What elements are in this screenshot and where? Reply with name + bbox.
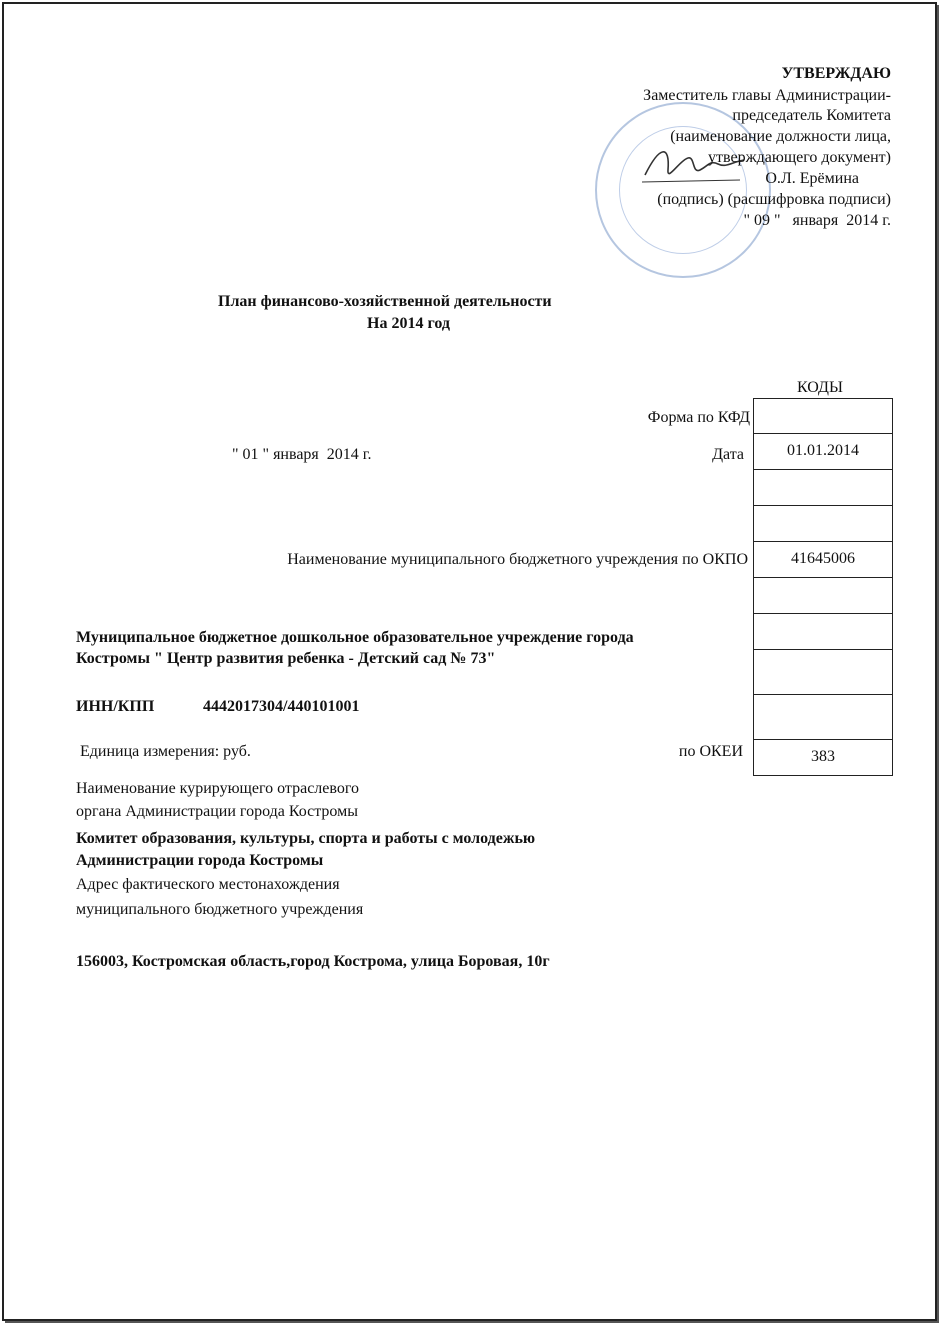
address-label-line2: муниципального бюджетного учреждения [76,901,364,918]
document-date: " 01 " января 2014 г. [232,446,372,463]
codes-header: КОДЫ [797,379,843,396]
institution-name-line1: Муниципальное бюджетное дошкольное образовательное учреждение города [76,629,634,646]
codes-table [753,398,893,776]
empty-code-cell [753,506,893,542]
okpo-code-cell: 41645006 [753,542,893,578]
institution-name-line2: Костромы " Центр развития ребенка - Детский сад № 73" [76,650,496,667]
document-year: На 2014 год [367,315,450,332]
date-label: Дата [712,446,744,463]
inn-label: ИНН/КПП [76,698,155,715]
approval-position-line1: Заместитель главы Администрации- [643,87,891,104]
approval-title: УТВЕРЖДАЮ [781,65,891,82]
curator-label-line2: органа Администрации города Костромы [76,803,358,820]
date-code-cell: 01.01.2014 [753,434,893,470]
okpo-label: Наименование муниципального бюджетного учреждения по ОКПО [287,551,748,568]
empty-code-cell [753,650,893,695]
form-label: Форма по КФД [647,409,750,426]
okei-label: по ОКЕИ [678,743,743,760]
empty-code-cell [753,614,893,650]
empty-code-cell [753,470,893,506]
form-code-cell [753,398,893,434]
approval-position-line2: председатель Комитета [732,107,891,124]
curator-label-line1: Наименование курирующего отраслевого [76,780,359,797]
empty-code-cell [753,578,893,614]
address-value: 156003, Костромская область,город Кострома, улица Боровая, 10г [76,953,550,970]
inn-value: 4442017304/440101001 [203,698,360,715]
curator-name-line1: Комитет образования, культуры, спорта и работы с молодежью [76,830,536,847]
approval-signer-name: О.Л. Ерёмина [765,170,859,187]
empty-code-cell [753,695,893,740]
okei-code-cell: 383 [753,740,893,776]
approval-caption-line2: утверждающего документ) [708,149,891,166]
approval-signature-caption: (подпись) (расшифровка подписи) [657,191,891,208]
approval-date: " 09 " января 2014 г. [743,212,891,229]
document-title: План финансово-хозяйственной деятельности [218,293,552,310]
address-label-line1: Адрес фактического местонахождения [76,876,340,893]
curator-name-line2: Администрации города Костромы [76,852,324,869]
approval-caption-line1: (наименование должности лица, [670,128,891,145]
unit-label: Единица измерения: руб. [76,743,251,760]
